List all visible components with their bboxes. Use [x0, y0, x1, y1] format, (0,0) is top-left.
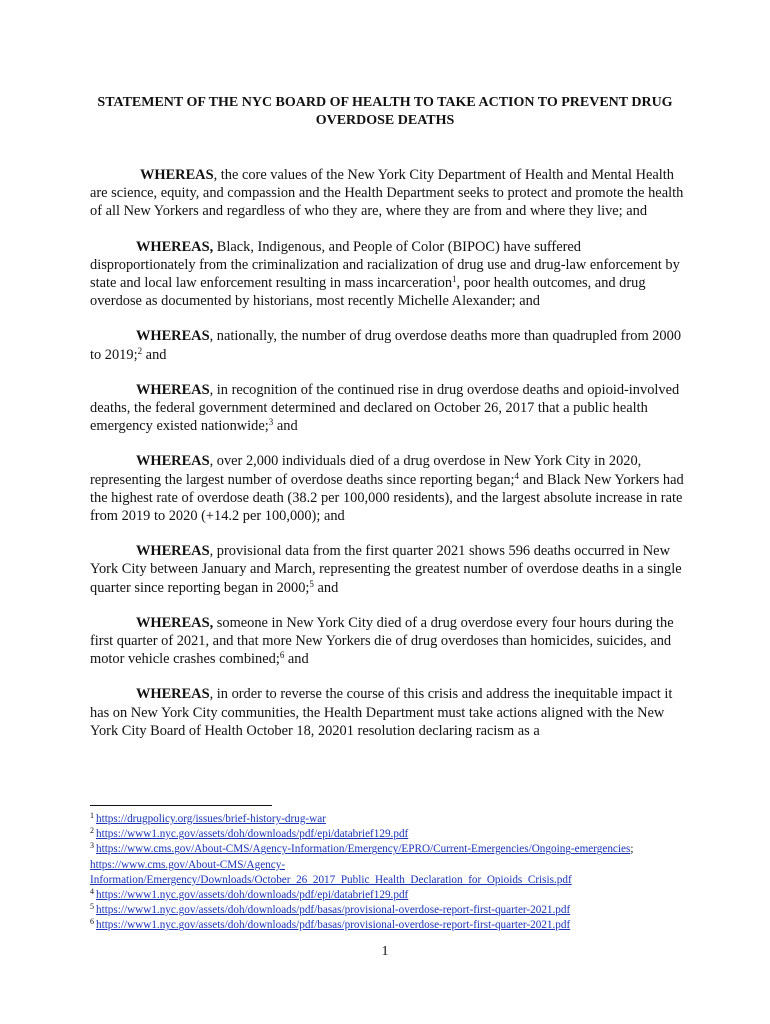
footnote-6 [90, 918, 690, 933]
footnote-number: 4 [90, 887, 94, 897]
document-title: STATEMENT OF THE NYC BOARD OF HEALTH TO TAKE ACTION TO PREVENT DRUG OVERDOSE DEATHS [97, 95, 673, 128]
paragraph-text: and [273, 418, 298, 435]
whereas-lead: WHEREAS [136, 328, 210, 345]
footnote-number: 5 [90, 902, 94, 912]
footnotes [90, 812, 690, 934]
paragraph-4 [90, 381, 688, 436]
page-number: 1 [381, 944, 389, 959]
footnote-2 [90, 827, 690, 842]
document-body [90, 166, 688, 757]
footnote-link[interactable]: https://www1.nyc.gov/assets/doh/downloads/pdf/basas/provisional-overdose-report-first-quarter-2021.pdf [96, 919, 571, 932]
paragraph-8 [90, 685, 688, 740]
footnote-3 [90, 842, 690, 888]
paragraph-text: someone in New York City died of a drug overdose every four hours during the first quarter of 2021, and that more New Yorkers die of drug overdoses than homicides, suicides, and motor vehicle crashes combined; [90, 614, 674, 668]
paragraph-text: , the core values of the New York City Department of Health and Mental Health are science, equity, and compassion and the Health Department seeks to protect and promote the health of all New Yorkers and regardless of who they are, where they are from and where they live; and [90, 167, 684, 220]
footnote-ref[interactable]: 2 [137, 345, 143, 356]
footnote-separator: ; [630, 843, 634, 856]
footnote-number: 6 [90, 917, 94, 927]
footnote-link[interactable]: https://www1.nyc.gov/assets/doh/downloads/pdf/epi/databrief129.pdf [96, 828, 409, 841]
whereas-lead: WHEREAS [136, 453, 210, 470]
paragraph-text: , over 2,000 individuals died of a drug overdose in New York City in 2020, representing the largest number of overdose deaths since reporting began; [90, 453, 642, 488]
whereas-lead: WHEREAS, [136, 238, 214, 255]
footnote-link[interactable]: https://www1.nyc.gov/assets/doh/downloads/pdf/epi/databrief129.pdf [96, 889, 409, 902]
footnote-4 [90, 888, 690, 903]
paragraph-text: and Black New Yorkers had the highest rate of overdose death (38.2 per 100,000 residents), and the largest absolute increase in rate from 2019 to 2020 (+14.2 per 100,000); and [90, 471, 684, 525]
footnote-link-secondary[interactable]: https://www.cms.gov/About-CMS/Agency-Information/Emergency/Downloads/October_26_2017_Public_Health_Declaration_for_Opioids_Crisis.pdf [90, 858, 572, 886]
paragraph-text: and [284, 651, 309, 668]
whereas-lead: WHEREAS [136, 543, 210, 560]
footnote-ref[interactable]: 5 [309, 578, 314, 589]
footnote-1 [90, 812, 690, 827]
footnote-ref[interactable]: 4 [514, 470, 520, 481]
whereas-lead: WHEREAS [136, 381, 210, 398]
paragraph-text: , poor health outcomes, and drug overdose as documented by historians, most recently Michelle Alexander; and [90, 275, 646, 310]
footnote-link[interactable]: https://www.cms.gov/About-CMS/Agency-Information/Emergency/EPRO/Current-Emergencies/Ongoing-emergencies [96, 843, 631, 856]
paragraph-text: Black, Indigenous, and People of Color (BIPOC) have suffered disproportionately from the criminalization and racialization of drug use and drug-law enforcement by state and local law enforcement resulting in mass incarceration [90, 238, 680, 292]
footnote-link[interactable]: https://www1.nyc.gov/assets/doh/downloads/pdf/basas/provisional-overdose-report-first-quarter-2021.pdf [96, 904, 571, 917]
paragraph-text: and [142, 346, 167, 363]
paragraph-text: , nationally, the number of drug overdose deaths more than quadrupled from 2000 to 2019; [90, 328, 682, 363]
paragraph-text: , in recognition of the continued rise in drug overdose deaths and opioid-involved deaths, the federal government determined and declared on October 26, 2017 that a public health emergency existed nationwide; [90, 381, 680, 435]
paragraph-text: , provisional data from the first quarter 2021 shows 596 deaths occurred in New York City between January and March, representing the greatest number of overdose deaths in a single quarter since reporting began in 2000; [90, 543, 682, 596]
paragraph-text: and [313, 579, 339, 596]
whereas-lead: WHEREAS [136, 686, 210, 703]
paragraph-5 [90, 452, 688, 525]
footnote-number: 3 [90, 841, 94, 851]
paragraph-text: , in order to reverse the course of this crisis and address the inequitable impact it has on New York City communities, the Health Department must take actions aligned with the New York City Board of Health October 18, 20201 resolution declaring racism as a [90, 686, 673, 739]
footnote-ref[interactable]: 6 [279, 650, 285, 661]
footnote-ref[interactable]: 3 [268, 417, 274, 428]
paragraph-2 [90, 238, 688, 311]
whereas-lead: WHEREAS [140, 167, 214, 183]
paragraph-1 [90, 166, 688, 221]
paragraph-6 [90, 542, 688, 597]
whereas-lead: WHEREAS, [136, 614, 214, 631]
footnote-ref[interactable]: 1 [452, 274, 457, 285]
footnote-number: 2 [90, 826, 94, 836]
footnote-5 [90, 903, 690, 918]
footnote-link[interactable]: https://drugpolicy.org/issues/brief-history-drug-war [96, 813, 326, 825]
footnote-number: 1 [90, 811, 94, 820]
footnote-divider [90, 805, 272, 806]
paragraph-7 [90, 614, 688, 669]
paragraph-3 [90, 327, 688, 363]
